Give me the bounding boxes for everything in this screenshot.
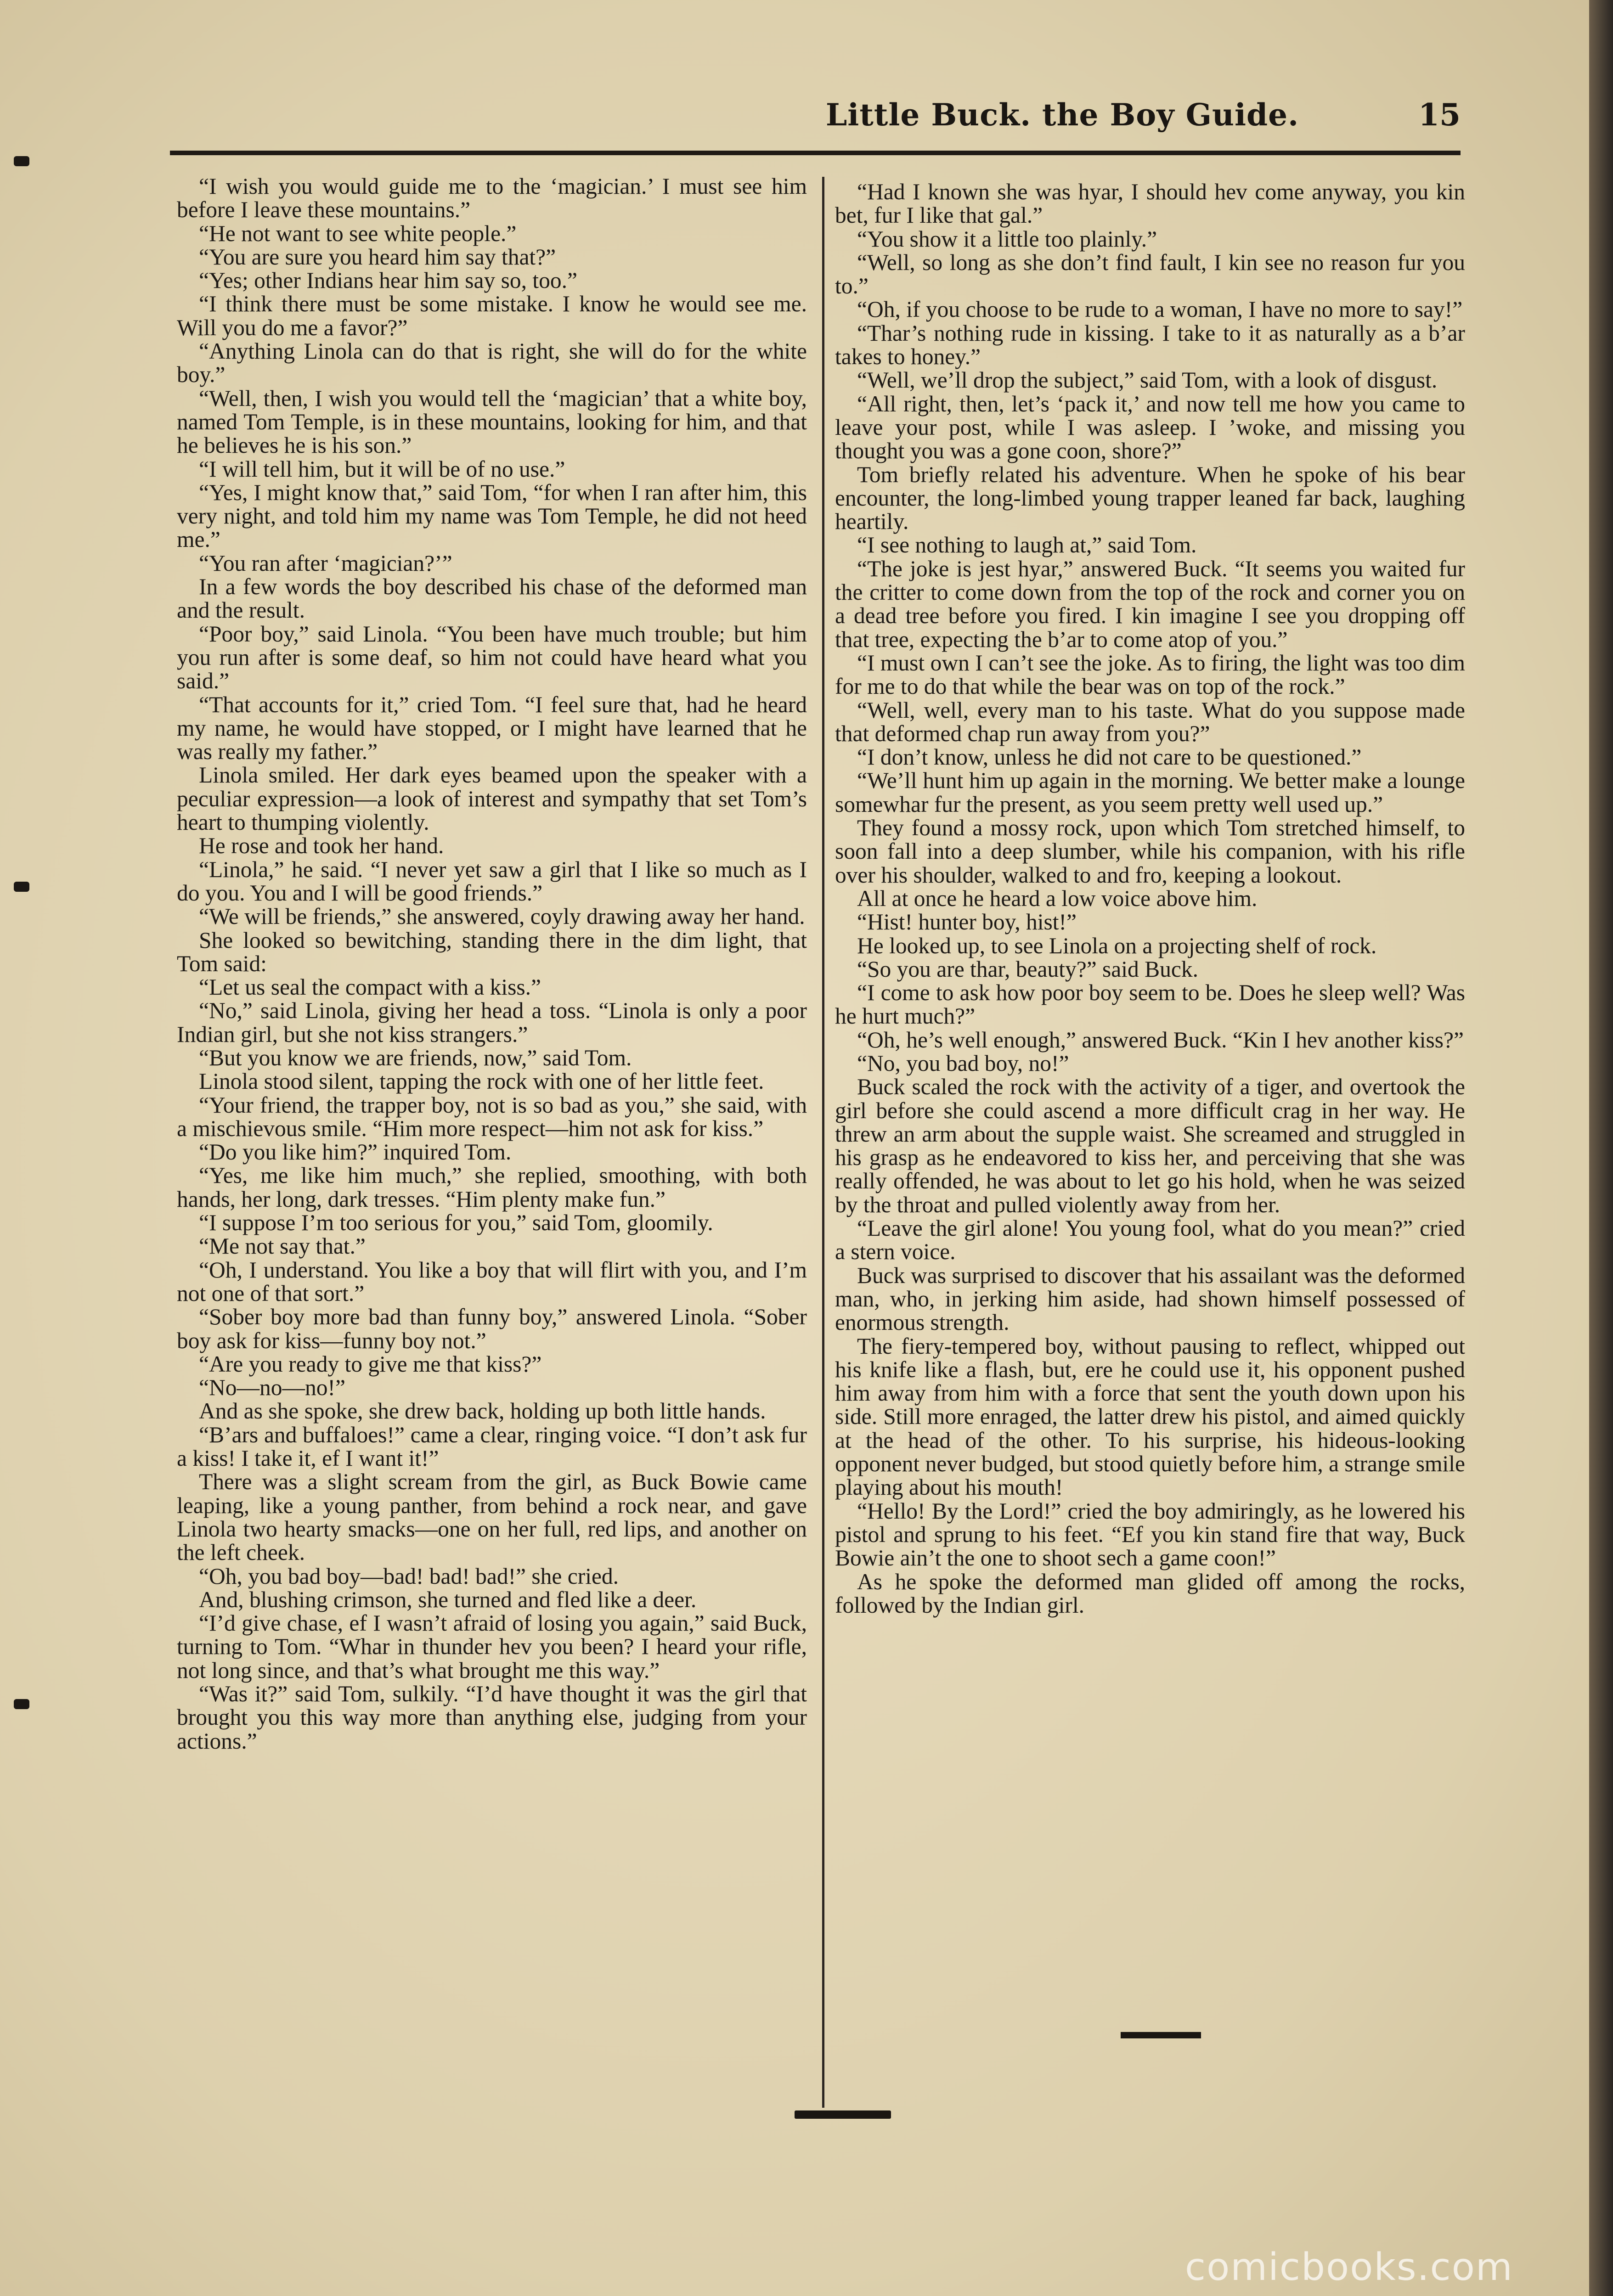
paragraph: “That accounts for it,” cried Tom. “I feel sure that, had he heard my name, he would have stopped, or I might have learned that he was really my father.” bbox=[177, 692, 807, 765]
paragraph: Buck was surprised to discover that his assailant was the deformed man, who, in jerking him aside, had shown himself possessed of enormous strength. bbox=[835, 1262, 1465, 1335]
paragraph: “Had I known she was hyar, I should hev come anyway, you kin bet, fur I like that gal.” bbox=[835, 179, 1465, 228]
paragraph: Tom briefly related his adventure. When he spoke of his bear encounter, the long-limbed young trapper leaned far back, laughing heartily. bbox=[835, 461, 1465, 535]
paragraph: “You are sure you heard him say that?” bbox=[199, 244, 556, 270]
bottom-ornament bbox=[795, 2110, 891, 2119]
paragraph: “I must own I can’t see the joke. As to firing, the light was too dim for me to do that while the bear was on top of the rock.” bbox=[835, 650, 1465, 699]
paragraph: “Leave the girl alone! You young fool, what do you mean?” cried a stern voice. bbox=[835, 1216, 1465, 1265]
paragraph: “Thar’s nothing rude in kissing. I take to it as naturally as a b’ar takes to honey.” bbox=[835, 320, 1465, 370]
paragraph: “Are you ready to give me that kiss?” bbox=[199, 1351, 542, 1377]
paragraph: “You ran after ‘magician?’” bbox=[199, 550, 452, 576]
paragraph: “Was it?” said Tom, sulkily. “I’d have thought it was the girl that brought you this way more than anything else, judging from your actions.” bbox=[177, 1681, 807, 1754]
paragraph: “But you know we are friends, now,” said Tom. bbox=[199, 1045, 632, 1070]
paragraph: “I will tell him, but it will be of no use.” bbox=[199, 456, 565, 482]
paragraph: “Sober boy more bad than funny boy,” answered Linola. “Sober boy ask for kiss—funny boy not.” bbox=[177, 1304, 807, 1353]
paragraph: “Well, we’ll drop the subject,” said Tom, with a look of disgust. bbox=[857, 367, 1438, 393]
paragraph: “Well, well, every man to his taste. What do you suppose made that deformed chap run away from you?” bbox=[835, 697, 1465, 746]
scan-edge bbox=[1589, 0, 1613, 2296]
header-rule bbox=[170, 151, 1461, 155]
binding-hole bbox=[14, 1699, 29, 1709]
watermark: comicbooks.com bbox=[1185, 2245, 1513, 2289]
binding-hole bbox=[14, 882, 29, 892]
paragraph: “I come to ask how poor boy seem to be. Does he sleep well? Was he hurt much?” bbox=[835, 980, 1465, 1029]
paragraph: They found a mossy rock, upon which Tom stretched himself, to soon fall into a deep slumber, while his companion, with his rifle over his shoulder, walked to and fro, keeping a lookout. bbox=[835, 815, 1465, 888]
paragraph: “Yes, I might know that,” said Tom, “for when I ran after him, this very night, and told him my name was Tom Temple, he did not heed me.” bbox=[177, 479, 807, 552]
paragraph: “B’ars and buffaloes!” came a clear, ringing voice. “I don’t ask fur a kiss! I take it, ef I want it!” bbox=[177, 1422, 807, 1471]
paragraph: “Yes; other Indians hear him say so, too.” bbox=[199, 268, 577, 293]
binding-hole bbox=[14, 156, 29, 166]
paragraph: “Oh, you bad boy—bad! bad! bad!” she cried. bbox=[199, 1563, 619, 1589]
paragraph: The fiery-tempered boy, without pausing to reflect, whipped out his knife like a flash, but, ere he could use it, his opponent pushed him away from him with a force that sent the youth down upon his side. Still more enraged, the latter drew his pistol, and aimed quickly at the head of the other. To his surprise, his hideous-looking opponent never budged, but stood quietly before him, a strange smile playing about his mouth! bbox=[835, 1333, 1465, 1500]
paragraph: And as she spoke, she drew back, holding up both little hands. bbox=[199, 1398, 766, 1424]
paragraph: And, blushing crimson, she turned and fled like a deer. bbox=[199, 1587, 697, 1612]
paragraph: “No, you bad boy, no!” bbox=[857, 1050, 1069, 1076]
paragraph: “I think there must be some mistake. I know he would see me. Will you do me a favor?” bbox=[177, 291, 807, 340]
paragraph: He looked up, to see Linola on a projecting shelf of rock. bbox=[857, 933, 1377, 958]
paragraph: He rose and took her hand. bbox=[199, 833, 444, 859]
paragraph: There was a slight scream from the girl, as Buck Bowie came leaping, like a young panther, from behind a rock near, and gave Linola two hearty smacks—one on her full, red lips, and another on the left cheek. bbox=[177, 1469, 807, 1565]
column-divider bbox=[822, 177, 824, 2108]
paragraph: “No,” said Linola, giving her head a toss. “Linola is only a poor Indian girl, but she not kiss strangers.” bbox=[177, 998, 807, 1047]
paragraph: “I don’t know, unless he did not care to be questioned.” bbox=[857, 744, 1362, 770]
paragraph: “I suppose I’m too serious for you,” said Tom, gloomily. bbox=[199, 1210, 713, 1236]
paragraph: “Anything Linola can do that is right, she will do for the white boy.” bbox=[177, 338, 807, 388]
right-text-column bbox=[835, 180, 1465, 1617]
paragraph: “I wish you would guide me to the ‘magician.’ I must see him before I leave these mountains.” bbox=[177, 174, 807, 223]
paragraph: “Well, then, I wish you would tell the ‘magician’ that a white boy, named Tom Temple, is in these mountains, looking for him, and that he believes he is his son.” bbox=[177, 385, 807, 458]
paragraph: “Me not say that.” bbox=[199, 1233, 366, 1259]
page-header bbox=[165, 87, 1461, 142]
paragraph: “I see nothing to laugh at,” said Tom. bbox=[857, 532, 1197, 558]
paragraph: In a few words the boy described his chase of the deformed man and the result. bbox=[177, 574, 807, 623]
paragraph: “Your friend, the trapper boy, not is so bad as you,” she said, with a mischievous smile. “Him more respect—him not ask for kiss.” bbox=[177, 1092, 807, 1141]
binding-marks bbox=[14, 138, 32, 2158]
paragraph: “No—no—no!” bbox=[199, 1375, 345, 1401]
paragraph: Linola stood silent, tapping the rock with one of her little feet. bbox=[199, 1069, 764, 1094]
paragraph: “Oh, I understand. You like a boy that will flirt with you, and I’m not one of that sort.” bbox=[177, 1257, 807, 1306]
paragraph: “So you are thar, beauty?” said Buck. bbox=[857, 956, 1199, 982]
end-of-story-dash bbox=[1121, 2032, 1201, 2038]
paragraph: “Let us seal the compact with a kiss.” bbox=[199, 974, 541, 1000]
paragraph: “Linola,” he said. “I never yet saw a girl that I like so much as I do you. You and I will be good friends.” bbox=[177, 856, 807, 906]
paragraph: “Hello! By the Lord!” cried the boy admiringly, as he lowered his pistol and sprung to his feet. “Ef you kin stand fire that way, Buck Bowie ain’t the one to shoot sech a game coon!” bbox=[835, 1498, 1465, 1571]
paragraph: “Well, so long as she don’t find fault, I kin see no reason fur you to.” bbox=[835, 249, 1465, 299]
paragraph: “Hist! hunter boy, hist!” bbox=[857, 909, 1077, 935]
paragraph: Linola smiled. Her dark eyes beamed upon the speaker with a peculiar expression—a look of interest and sympathy that set Tom’s heart to thumping violently. bbox=[177, 762, 807, 835]
paragraph: “All right, then, let’s ‘pack it,’ and now tell me how you came to leave your post, while I was asleep. I ’woke, and missing you thought you was a gone coon, shore?” bbox=[835, 391, 1465, 464]
paragraph: “Poor boy,” said Linola. “You been have much trouble; but him you run after is some deaf, so him not could have heard what you said.” bbox=[177, 621, 807, 694]
paragraph: “Oh, if you choose to be rude to a woman, I have no more to say!” bbox=[857, 297, 1463, 322]
paragraph: As he spoke the deformed man glided off among the rocks, followed by the Indian girl. bbox=[835, 1569, 1465, 1618]
paragraph: “The joke is jest hyar,” answered Buck. “It seems you waited fur the critter to come down from the top of the rock and corner you on a dead tree before you fired. I kin imagine I see you dropping off that tree, expecting the b’ar to come atop of you.” bbox=[835, 556, 1465, 652]
paragraph: “We’ll hunt him up again in the morning. We better make a lounge somewhar fur the present, as you seem pretty well used up.” bbox=[835, 768, 1465, 817]
page-number: 15 bbox=[1418, 97, 1461, 133]
paragraph: “Do you like him?” inquired Tom. bbox=[199, 1139, 512, 1165]
paragraph: “Yes, me like him much,” she replied, smoothing, with both hands, her long, dark tresses. “Him plenty make fun.” bbox=[177, 1163, 807, 1212]
paragraph: “I’d give chase, ef I wasn’t afraid of losing you again,” said Buck, turning to Tom. “Whar in thunder hev you been? I heard your rifle, not long since, and that’s what brought me this way.” bbox=[177, 1610, 807, 1683]
left-text-column bbox=[177, 174, 807, 1753]
paragraph: Buck scaled the rock with the activity of a tiger, and overtook the girl before she could ascend a more difficult crag in her way. He threw an arm about the supple waist. She screamed and struggled in his grasp as he endeavored to kiss her, and perceiving that she was really offended, he was about to let go his hold, when he was seized by the throat and pulled violently away from her. bbox=[835, 1074, 1465, 1217]
running-title: Little Buck. the Boy Guide. bbox=[825, 97, 1299, 133]
paragraph: All at once he heard a low voice above him. bbox=[857, 885, 1258, 911]
paragraph: “Oh, he’s well enough,” answered Buck. “Kin I hev another kiss?” bbox=[857, 1027, 1464, 1052]
paragraph: “We will be friends,” she answered, coyly drawing away her hand. bbox=[199, 904, 805, 929]
paragraph: She looked so bewitching, standing there in the dim light, that Tom said: bbox=[177, 927, 807, 976]
paragraph: “He not want to see white people.” bbox=[199, 220, 517, 246]
paragraph: “You show it a little too plainly.” bbox=[857, 226, 1157, 252]
